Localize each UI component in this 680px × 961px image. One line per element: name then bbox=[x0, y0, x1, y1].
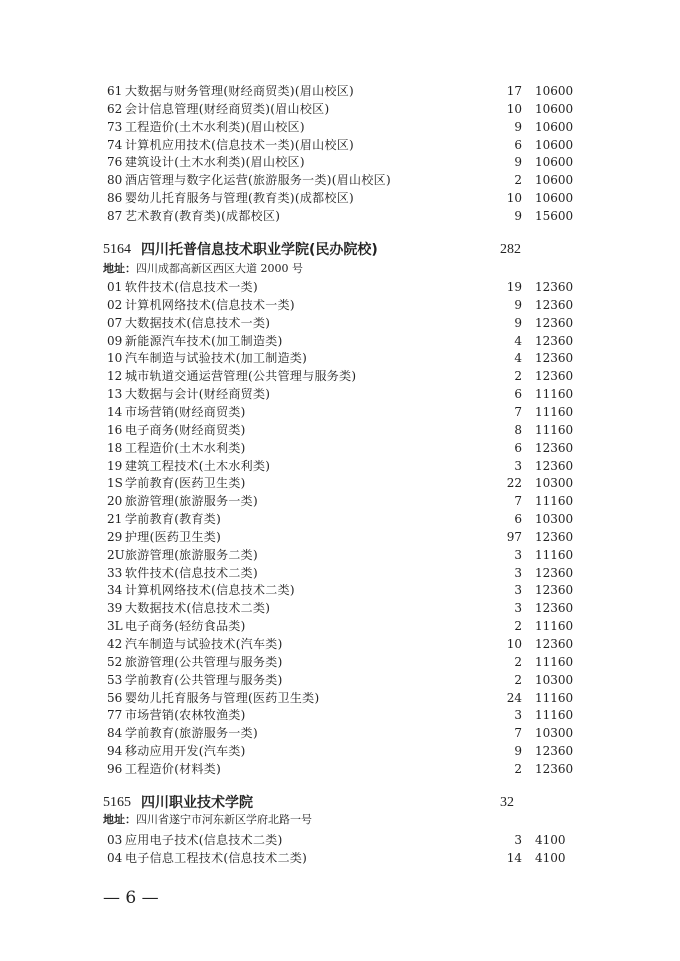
enrollment-count: 2 bbox=[514, 673, 522, 687]
major-name: 学前教育(医药卫生类) bbox=[125, 476, 246, 490]
table-row bbox=[0, 136, 680, 154]
tuition-fee: 12360 bbox=[535, 744, 574, 758]
enrollment-count: 9 bbox=[514, 744, 522, 758]
major-code: 87 bbox=[107, 209, 123, 223]
major-name: 计算机网络技术(信息技术一类) bbox=[125, 298, 295, 312]
table-row bbox=[0, 457, 680, 475]
table-row bbox=[0, 189, 680, 207]
table-row bbox=[0, 581, 680, 599]
enrollment-count: 22 bbox=[506, 476, 522, 490]
major-name: 婴幼儿托育服务与管理(教育类)(成都校区) bbox=[125, 191, 355, 205]
table-row bbox=[0, 760, 680, 778]
table-row bbox=[0, 332, 680, 350]
major-code: 96 bbox=[107, 762, 123, 776]
major-code: 18 bbox=[107, 441, 123, 455]
enrollment-count: 4 bbox=[514, 334, 522, 348]
enrollment-count: 14 bbox=[506, 851, 522, 865]
major-code: 01 bbox=[107, 280, 123, 294]
major-code: 74 bbox=[107, 138, 123, 152]
table-row bbox=[0, 724, 680, 742]
tuition-fee: 11160 bbox=[535, 548, 574, 562]
table-row bbox=[0, 403, 680, 421]
major-name: 建筑工程技术(土木水利类) bbox=[125, 459, 271, 473]
tuition-fee: 10600 bbox=[535, 120, 574, 134]
table-row bbox=[0, 742, 680, 760]
tuition-fee: 11160 bbox=[535, 405, 574, 419]
table-row bbox=[0, 617, 680, 635]
school-total-count: 32 bbox=[500, 795, 514, 810]
tuition-fee: 12360 bbox=[535, 441, 574, 455]
major-name: 软件技术(信息技术一类) bbox=[125, 280, 258, 294]
tuition-fee: 11160 bbox=[535, 387, 574, 401]
tuition-fee: 10600 bbox=[535, 102, 574, 116]
enrollment-count: 3 bbox=[514, 566, 522, 580]
major-name: 电子商务(轻纺食品类) bbox=[125, 619, 246, 633]
major-name: 学前教育(公共管理与服务类) bbox=[125, 673, 283, 687]
address-text: 四川成都高新区西区大道 2000 号 bbox=[136, 262, 303, 275]
tuition-fee: 4100 bbox=[535, 833, 566, 847]
enrollment-count: 19 bbox=[506, 280, 522, 294]
enrollment-count: 2 bbox=[514, 762, 522, 776]
tuition-fee: 10300 bbox=[535, 512, 574, 526]
major-name: 工程造价(材料类) bbox=[125, 762, 222, 776]
tuition-fee: 15600 bbox=[535, 209, 574, 223]
major-code: 77 bbox=[107, 708, 123, 722]
major-name: 计算机应用技术(信息技术一类)(眉山校区) bbox=[125, 138, 355, 152]
major-name: 新能源汽车技术(加工制造类) bbox=[125, 334, 283, 348]
address-text: 四川省遂宁市河东新区学府北路一号 bbox=[136, 813, 312, 826]
enrollment-count: 24 bbox=[506, 691, 522, 705]
table-row bbox=[0, 385, 680, 403]
major-code: 10 bbox=[107, 351, 123, 365]
tuition-fee: 11160 bbox=[535, 494, 574, 508]
school-header bbox=[0, 240, 680, 260]
enrollment-count: 4 bbox=[514, 351, 522, 365]
major-code: 62 bbox=[107, 102, 123, 116]
major-code: 16 bbox=[107, 423, 123, 437]
table-row bbox=[0, 367, 680, 385]
tuition-fee: 10600 bbox=[535, 155, 574, 169]
tuition-fee: 12360 bbox=[535, 530, 574, 544]
tuition-fee: 12360 bbox=[535, 369, 574, 383]
school-name: 四川托普信息技术职业学院(民办院校) bbox=[141, 242, 378, 258]
major-name: 大数据技术(信息技术一类) bbox=[125, 316, 271, 330]
table-row bbox=[0, 671, 680, 689]
major-name: 大数据与财务管理(财经商贸类)(眉山校区) bbox=[125, 84, 355, 98]
table-row bbox=[0, 296, 680, 314]
major-code: 84 bbox=[107, 726, 123, 740]
tuition-fee: 12360 bbox=[535, 637, 574, 651]
table-row bbox=[0, 100, 680, 118]
major-name: 电子信息工程技术(信息技术二类) bbox=[125, 851, 308, 865]
major-name: 移动应用开发(汽车类) bbox=[125, 744, 246, 758]
school-total-count: 282 bbox=[500, 242, 521, 257]
enrollment-count: 3 bbox=[514, 548, 522, 562]
table-row bbox=[0, 599, 680, 617]
major-code: 52 bbox=[107, 655, 123, 669]
tuition-fee: 12360 bbox=[535, 316, 574, 330]
table-row bbox=[0, 278, 680, 296]
table-row bbox=[0, 349, 680, 367]
major-name: 大数据与会计(财经商贸类) bbox=[125, 387, 271, 401]
major-code: 03 bbox=[107, 833, 123, 847]
major-name: 学前教育(旅游服务一类) bbox=[125, 726, 258, 740]
tuition-fee: 12360 bbox=[535, 280, 574, 294]
major-code: 02 bbox=[107, 298, 123, 312]
table-row bbox=[0, 689, 680, 707]
major-code: 56 bbox=[107, 691, 123, 705]
major-code: 3L bbox=[107, 619, 123, 633]
tuition-fee: 10600 bbox=[535, 191, 574, 205]
major-name: 市场营销(财经商贸类) bbox=[125, 405, 246, 419]
tuition-fee: 12360 bbox=[535, 334, 574, 348]
tuition-fee: 11160 bbox=[535, 423, 574, 437]
major-code: 94 bbox=[107, 744, 123, 758]
major-code: 1S bbox=[107, 476, 123, 490]
table-row bbox=[0, 849, 680, 867]
tuition-fee: 11160 bbox=[535, 619, 574, 633]
tuition-fee: 12360 bbox=[535, 298, 574, 312]
enrollment-count: 2 bbox=[514, 655, 522, 669]
enrollment-count: 9 bbox=[514, 120, 522, 134]
tuition-fee: 12360 bbox=[535, 601, 574, 615]
table-row bbox=[0, 474, 680, 492]
tuition-fee: 4100 bbox=[535, 851, 566, 865]
tuition-fee: 10600 bbox=[535, 84, 574, 98]
major-name: 应用电子技术(信息技术二类) bbox=[125, 833, 283, 847]
table-row bbox=[0, 528, 680, 546]
table-row bbox=[0, 82, 680, 100]
major-name: 汽车制造与试验技术(加工制造类) bbox=[125, 351, 308, 365]
tuition-fee: 12360 bbox=[535, 762, 574, 776]
major-code: 34 bbox=[107, 583, 123, 597]
table-row bbox=[0, 207, 680, 225]
enrollment-count: 3 bbox=[514, 583, 522, 597]
major-code: 39 bbox=[107, 601, 123, 615]
major-code: 42 bbox=[107, 637, 123, 651]
major-name: 城市轨道交通运营管理(公共管理与服务类) bbox=[125, 369, 357, 383]
major-code: 33 bbox=[107, 566, 123, 580]
major-name: 电子商务(财经商贸类) bbox=[125, 423, 246, 437]
enrollment-count: 8 bbox=[514, 423, 522, 437]
major-code: 21 bbox=[107, 512, 123, 526]
major-code: 04 bbox=[107, 851, 123, 865]
enrollment-count: 7 bbox=[514, 726, 522, 740]
major-name: 酒店管理与数字化运营(旅游服务一类)(眉山校区) bbox=[125, 173, 391, 187]
major-name: 婴幼儿托育服务与管理(医药卫生类) bbox=[125, 691, 320, 705]
table-row bbox=[0, 564, 680, 582]
address-label: 地址： bbox=[103, 262, 136, 275]
major-name: 汽车制造与试验技术(汽车类) bbox=[125, 637, 283, 651]
enrollment-count: 9 bbox=[514, 316, 522, 330]
major-code: 61 bbox=[107, 84, 123, 98]
major-name: 旅游管理(旅游服务一类) bbox=[125, 494, 258, 508]
table-row bbox=[0, 421, 680, 439]
table-row bbox=[0, 510, 680, 528]
enrollment-count: 3 bbox=[514, 833, 522, 847]
enrollment-count: 3 bbox=[514, 708, 522, 722]
school-code: 5164 bbox=[103, 242, 131, 257]
table-row bbox=[0, 546, 680, 564]
major-code: 07 bbox=[107, 316, 123, 330]
major-name: 旅游管理(旅游服务二类) bbox=[125, 548, 258, 562]
school-header bbox=[0, 793, 680, 813]
tuition-fee: 12360 bbox=[535, 566, 574, 580]
tuition-fee: 11160 bbox=[535, 708, 574, 722]
school-address bbox=[103, 261, 303, 277]
enrollment-count: 9 bbox=[514, 155, 522, 169]
table-row bbox=[0, 439, 680, 457]
tuition-fee: 10600 bbox=[535, 173, 574, 187]
table-row bbox=[0, 492, 680, 510]
enrollment-count: 6 bbox=[514, 441, 522, 455]
school-name: 四川职业技术学院 bbox=[141, 795, 253, 811]
tuition-fee: 10600 bbox=[535, 138, 574, 152]
enrollment-count: 17 bbox=[506, 84, 522, 98]
table-row bbox=[0, 153, 680, 171]
enrollment-count: 2 bbox=[514, 173, 522, 187]
enrollment-count: 6 bbox=[514, 387, 522, 401]
enrollment-count: 6 bbox=[514, 138, 522, 152]
table-row bbox=[0, 171, 680, 189]
major-code: 80 bbox=[107, 173, 123, 187]
tuition-fee: 10300 bbox=[535, 726, 574, 740]
major-code: 20 bbox=[107, 494, 123, 508]
enrollment-count: 9 bbox=[514, 298, 522, 312]
tuition-fee: 12360 bbox=[535, 583, 574, 597]
tuition-fee: 10300 bbox=[535, 476, 574, 490]
major-name: 市场营销(农林牧渔类) bbox=[125, 708, 246, 722]
enrollment-count: 10 bbox=[506, 191, 522, 205]
tuition-fee: 12360 bbox=[535, 351, 574, 365]
major-code: 09 bbox=[107, 334, 123, 348]
table-row bbox=[0, 653, 680, 671]
enrollment-count: 3 bbox=[514, 459, 522, 473]
enrollment-count: 10 bbox=[506, 102, 522, 116]
major-name: 软件技术(信息技术二类) bbox=[125, 566, 258, 580]
major-code: 13 bbox=[107, 387, 123, 401]
school-code: 5165 bbox=[103, 795, 131, 810]
tuition-fee: 12360 bbox=[535, 459, 574, 473]
enrollment-count: 3 bbox=[514, 601, 522, 615]
major-name: 大数据技术(信息技术二类) bbox=[125, 601, 271, 615]
major-name: 旅游管理(公共管理与服务类) bbox=[125, 655, 283, 669]
table-row bbox=[0, 831, 680, 849]
major-code: 12 bbox=[107, 369, 123, 383]
table-row bbox=[0, 118, 680, 136]
major-name: 艺术教育(教育类)(成都校区) bbox=[125, 209, 281, 223]
enrollment-count: 7 bbox=[514, 494, 522, 508]
enrollment-count: 9 bbox=[514, 209, 522, 223]
enrollment-count: 97 bbox=[506, 530, 522, 544]
major-code: 14 bbox=[107, 405, 123, 419]
tuition-fee: 11160 bbox=[535, 691, 574, 705]
enrollment-count: 6 bbox=[514, 512, 522, 526]
major-name: 护理(医药卫生类) bbox=[125, 530, 222, 544]
tuition-fee: 10300 bbox=[535, 673, 574, 687]
major-name: 工程造价(土木水利类)(眉山校区) bbox=[125, 120, 305, 134]
major-code: 53 bbox=[107, 673, 123, 687]
table-row bbox=[0, 314, 680, 332]
page-number: — 6 — bbox=[103, 888, 159, 908]
enrollment-count: 2 bbox=[514, 619, 522, 633]
major-name: 学前教育(教育类) bbox=[125, 512, 222, 526]
school-address bbox=[103, 812, 312, 828]
table-row bbox=[0, 706, 680, 724]
major-name: 会计信息管理(财经商贸类)(眉山校区) bbox=[125, 102, 330, 116]
major-code: 29 bbox=[107, 530, 123, 544]
major-code: 2U bbox=[107, 548, 125, 562]
major-code: 73 bbox=[107, 120, 123, 134]
major-name: 工程造价(土木水利类) bbox=[125, 441, 246, 455]
major-code: 86 bbox=[107, 191, 123, 205]
major-code: 76 bbox=[107, 155, 123, 169]
enrollment-count: 7 bbox=[514, 405, 522, 419]
address-label: 地址： bbox=[103, 813, 136, 826]
tuition-fee: 11160 bbox=[535, 655, 574, 669]
enrollment-count: 2 bbox=[514, 369, 522, 383]
table-row bbox=[0, 635, 680, 653]
major-name: 计算机网络技术(信息技术二类) bbox=[125, 583, 295, 597]
major-name: 建筑设计(土木水利类)(眉山校区) bbox=[125, 155, 305, 169]
enrollment-count: 10 bbox=[506, 637, 522, 651]
major-code: 19 bbox=[107, 459, 123, 473]
